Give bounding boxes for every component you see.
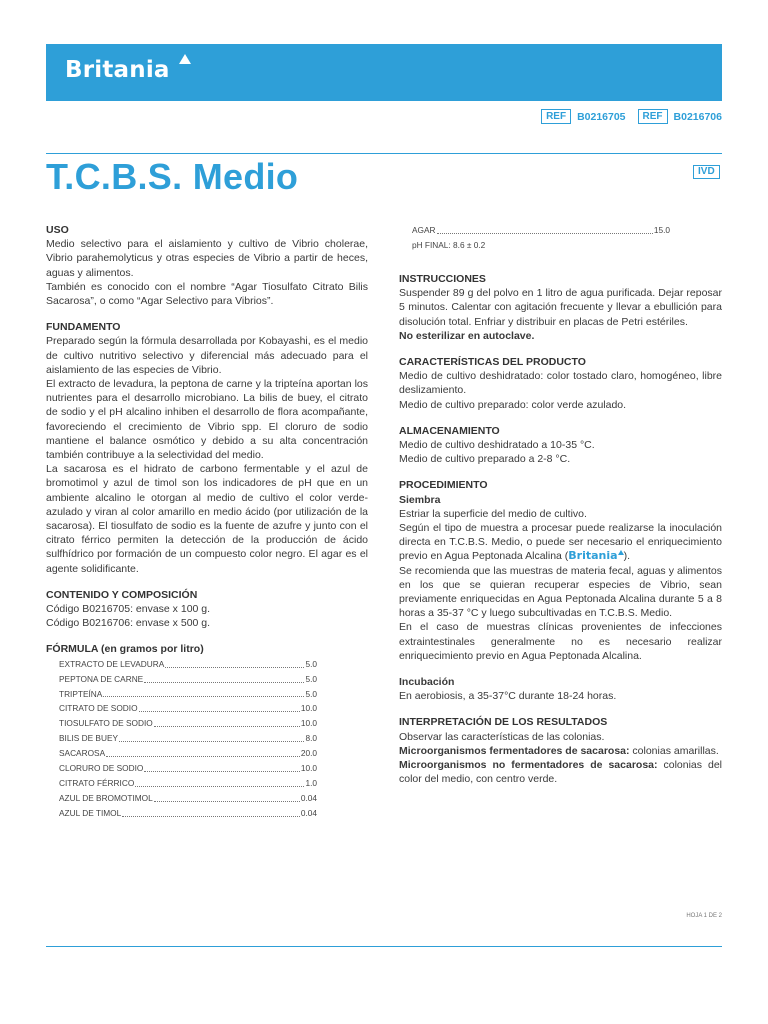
procedimiento-text-2: [399, 521, 722, 564]
formula-name: AZUL DE BROMOTIMOL: [59, 792, 153, 803]
britania-logo: Britania: [65, 57, 170, 83]
formula-row: [46, 806, 317, 821]
formula-value: 10.0: [300, 703, 317, 714]
formula-row-agar: [399, 223, 670, 238]
ref-item-2: [638, 109, 722, 124]
contenido-line-1: Código B0216705: envase x 100 g.: [46, 603, 211, 616]
fundamento-text-3: La sacarosa es el hidrato de carbono fermentable y el azul de bromotimol y azul de timol son los indicadores de pH que en un ambiente alcalino le otorgan al medio de cultivo el color verde-azulado y viran al color amarillo en medio ácido (por utilización de la sacarosa). El tiosulfato de sodio es la fuente de azufre y junto con el citrato férrico permiten la detección de la producción de ácido sulfhídrico por formación de un compuesto color negro. El agar es el agente solidificante.: [46, 463, 368, 575]
formula-value: 8.0: [305, 733, 317, 744]
header-banner: [46, 44, 722, 101]
incubacion-heading: Incubación: [399, 675, 455, 688]
interpretacion-text-1: Observar las características de las colonias.: [399, 730, 605, 743]
procedimiento-text-1: Estriar la superficie del medio de cultivo.: [399, 507, 587, 520]
formula-value: 0.04: [300, 792, 317, 803]
almacenamiento-heading: ALMACENAMIENTO: [399, 424, 500, 437]
ref-code: B0216705: [577, 110, 626, 123]
formula-name: PEPTONA DE CARNE: [59, 673, 144, 684]
top-divider: [46, 153, 722, 154]
almacenamiento-text-2: Medio de cultivo preparado a 2-8 °C.: [399, 453, 571, 466]
formula-value: 15.0: [653, 225, 670, 235]
formula-row: [46, 731, 317, 746]
formula-name: TRIPTEÍNA: [59, 688, 103, 699]
ref-label: REF: [541, 109, 571, 124]
formula-name: TIOSULFATO DE SODIO: [59, 718, 153, 729]
interpretacion-rest-2: colonias del color del medio, con centro verde.: [399, 759, 722, 786]
ref-codes: [541, 109, 722, 124]
formula-value: 5.0: [305, 658, 317, 669]
ref-code: B0216706: [673, 110, 722, 123]
procedimiento-heading: PROCEDIMIENTO: [399, 479, 488, 492]
fundamento-text-2: El extracto de levadura, la peptona de carne y la tripteína aportan los nutrientes para el desarrollo microbiano. La bilis de buey, el citrato de sodio y el pH alcalino inhiben el desarrollo de flora acompañante, favoreciendo el crecimiento de Vibrio spp. El cloruro de sodio mantiene el balance osmótico y debido a su alta concentración también contribuye a la selectividad del medio.: [46, 378, 368, 462]
procedimiento-text-3: Se recomienda que las muestras de materia fecal, aguas y alimentos en los que se quieran recuperar especies de Vibrio, sean previamente enriquecidas en Agua Peptonada Alcalina durante 5 a 8 horas a 35-37 °C y luego subcultivadas en T.C.B.S. Medio.: [399, 564, 722, 620]
formula-name: CITRATO DE SODIO: [59, 703, 138, 714]
almacenamiento-text-1: Medio de cultivo deshidratado a 10-35 °C.: [399, 438, 595, 451]
formula-value: 5.0: [305, 673, 317, 684]
ph-final: pH FINAL: 8.6 ± 0.2: [412, 239, 486, 250]
interpretacion-text-2: [399, 744, 722, 758]
formula-row: [46, 687, 317, 702]
page-number: HOJA 1 DE 2: [686, 913, 722, 919]
formula-name: AGAR: [412, 225, 436, 235]
formula-value: 0.04: [300, 807, 317, 818]
formula-value: 5.0: [305, 688, 317, 699]
caracteristicas-heading: CARACTERÍSTICAS DEL PRODUCTO: [399, 355, 586, 368]
logo-triangle-icon: [179, 54, 191, 64]
formula-row: [46, 746, 317, 761]
instrucciones-warning: No esterilizar en autoclave.: [399, 329, 535, 342]
formula-name: BILIS DE BUEY: [59, 733, 119, 744]
caracteristicas-text-2: Medio de cultivo preparado: color verde azulado.: [399, 398, 627, 411]
procedimiento-text-2-pre: Según el tipo de muestra a procesar puede realizarse la inoculación directa en T.C.B.S. Medio, o puede ser necesario el enriquecimiento previo en Agua Peptonada Alcalina (: [399, 521, 722, 563]
formula-row: [46, 761, 317, 776]
fundamento-heading: FUNDAMENTO: [46, 321, 121, 334]
fundamento-text-1: Preparado según la fórmula desarrollada por Kobayashi, es el medio de cultivo nutritivo selectivo y diferencial más adecuado para el aislamiento de las especies de Vibrio.: [46, 335, 368, 376]
ivd-badge: IVD: [693, 165, 720, 179]
formula-name: AZUL DE TIMOL: [59, 807, 122, 818]
caracteristicas-text-1: Medio de cultivo deshidratado: color tostado claro, homogéneo, libre deslizamiento.: [399, 370, 722, 397]
left-column: [46, 223, 368, 821]
siembra-heading: Siembra: [399, 493, 441, 506]
uso-heading: USO: [46, 224, 69, 236]
contenido-line-2: Código B0216706: envase x 500 g.: [46, 617, 211, 630]
britania-inline-logo: Britania: [568, 549, 618, 563]
interpretacion-bold-1: Microorganismos fermentadores de sacarosa:: [399, 744, 630, 757]
formula-row: [46, 716, 317, 731]
formula-list: [46, 657, 368, 821]
bottom-divider: [46, 946, 722, 947]
interpretacion-rest-1: colonias amarillas.: [629, 744, 719, 757]
instrucciones-text: Suspender 89 g del polvo en 1 litro de agua purificada. Dejar reposar 5 minutos. Calentar con agitación frecuente y llevar a ebullición para disolución total. Enfriar y distribuir en placas de Petri estériles.: [399, 287, 722, 328]
formula-name: SACAROSA: [59, 748, 106, 759]
ref-label: REF: [638, 109, 668, 124]
formula-row: [46, 791, 317, 806]
incubacion-text: En aerobiosis, a 35-37°C durante 18-24 horas.: [399, 690, 617, 703]
formula-row: [46, 776, 317, 791]
formula-name: EXTRACTO DE LEVADURA: [59, 658, 165, 669]
formula-row: [46, 701, 317, 716]
formula-value: 20.0: [300, 748, 317, 759]
interpretacion-heading: INTERPRETACIÓN DE LOS RESULTADOS: [399, 716, 608, 729]
formula-row: [46, 672, 317, 687]
right-column: [399, 223, 722, 786]
formula-heading: FÓRMULA (en gramos por litro): [46, 643, 204, 656]
formula-value: 1.0: [305, 777, 317, 788]
interpretacion-text-3: [399, 758, 722, 786]
procedimiento-text-2-post: ).: [623, 550, 631, 563]
procedimiento-text-4: En el caso de muestras clínicas provenientes de infecciones extraintestinales generalmente no es necesario realizar enriquecimiento previo en Agua Peptonada Alcalina.: [399, 621, 722, 662]
formula-row: [46, 657, 317, 672]
formula-value: 10.0: [300, 763, 317, 774]
formula-name: CITRATO FÉRRICO: [59, 777, 135, 788]
formula-value: 10.0: [300, 718, 317, 729]
ref-item-1: [541, 109, 625, 124]
interpretacion-bold-2: Microorganismos no fermentadores de sacarosa:: [399, 759, 658, 771]
instrucciones-heading: INSTRUCCIONES: [399, 272, 486, 285]
contenido-heading: CONTENIDO Y COMPOSICIÓN: [46, 588, 198, 601]
uso-text-1: Medio selectivo para el aislamiento y cultivo de Vibrio cholerae, Vibrio parahemolyticus y otras especies de Vibrio a partir de heces, aguas y alimentos.: [46, 238, 368, 279]
page-title: T.C.B.S. Medio: [46, 156, 299, 197]
uso-text-2: También es conocido con el nombre “Agar Tiosulfato Citrato Bilis Sacarosa”, o como “Agar Selectivo para Vibrios”.: [46, 280, 368, 308]
formula-name: CLORURO DE SODIO: [59, 763, 144, 774]
